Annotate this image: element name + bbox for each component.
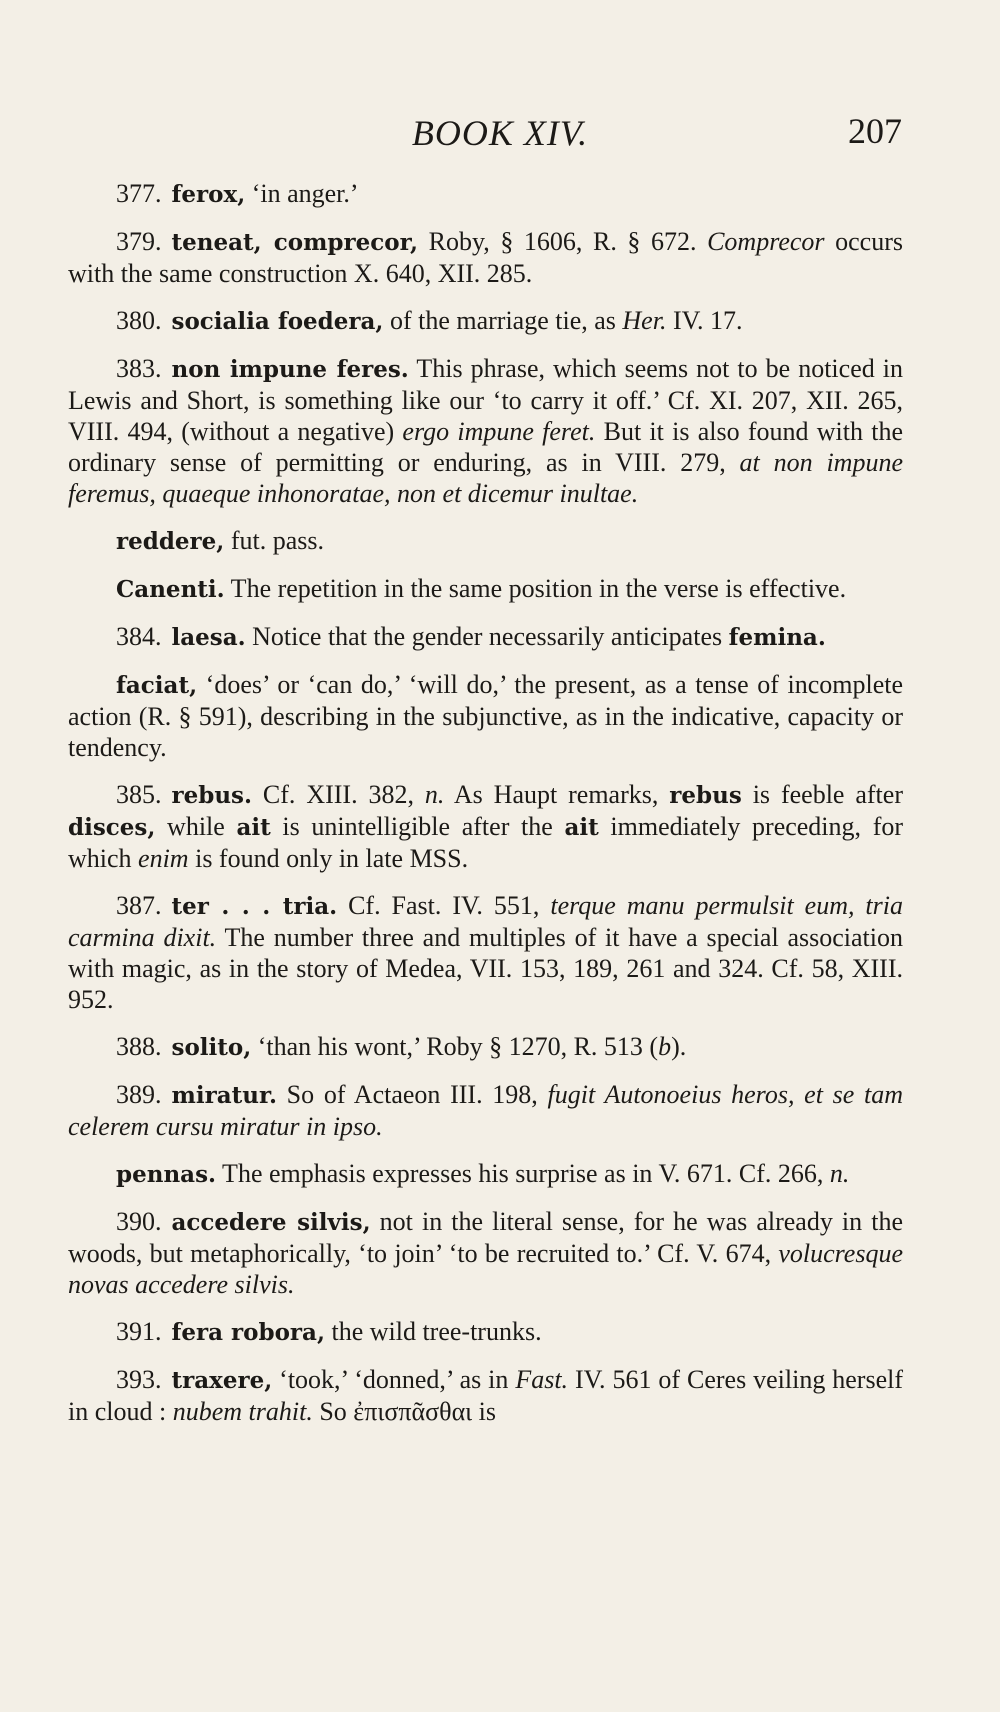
note-388: 388. solito, ‘than his wont,’ Roby § 1270, R. 513 (b). [116, 1032, 687, 1061]
note-390: 390. accedere silvis, not in the literal sense, for he was already in the woods, but metaphorically, ‘to join’ ‘to be recruited to.’ Cf. V. 674, volucresque novas accedere silvis. [68, 1207, 903, 1299]
note-pennas: pennas. The emphasis expresses his surprise as in V. 671. Cf. 266, n. [116, 1159, 850, 1188]
page-number: 207 [848, 111, 902, 151]
note-387: 387. ter . . . tria. Cf. Fast. IV. 551, terque manu permulsit eum, tria carmina dixit. The number three and multiples of it have a special association with magic, as in the story of Medea, VII. 153, 189, 261 and 324. Cf. 58, XIII. 952. [68, 891, 903, 1014]
note-383: 383. non impune feres. This phrase, which seems not to be noticed in Lewis and Short, is something like our ‘to carry it off.’ Cf. XI. 207, XII. 265, VIII. 494, (without a negative) ergo impune feret. But it is also found with the ordinary sense of permitting or enduring, as in VIII. 279, at non impune feremus, quaeque inhonoratae, non et dicemur inultae. [68, 354, 904, 508]
note-377: 377. ferox, ‘in anger.’ [116, 179, 359, 208]
commentary-notes [68, 178, 903, 1443]
note-385: 385. rebus. Cf. XIII. 382, n. As Haupt remarks, rebus is feeble after disces, while ait is unintelligible after the ait immediately preceding, for which enim is found only in late MSS. [68, 780, 904, 873]
note-380: 380. socialia foedera, of the marriage tie, as Her. IV. 17. [116, 306, 743, 335]
note-reddere: reddere, fut. pass. [116, 526, 324, 555]
note-389: 389. miratur. So of Actaeon III. 198, fugit Autonoeius heros, et se tam celerem cursu miratur in ipso. [68, 1080, 904, 1141]
note-393: 393. traxere, ‘took,’ ‘donned,’ as in Fast. IV. 561 of Ceres veiling herself in cloud : nubem trahit. So ἐπισπᾶσθαι is [68, 1365, 904, 1426]
note-391: 391. fera robora, the wild tree-trunks. [116, 1317, 542, 1346]
note-canenti: Canenti. The repetition in the same position in the verse is effective. [116, 574, 847, 603]
note-384: 384. laesa. Notice that the gender necessarily anticipates femina. [116, 622, 826, 651]
note-faciat: faciat, ‘does’ or ‘can do,’ ‘will do,’ the present, as a tense of incomplete action (R. § 591), describing in the subjunctive, as in the indicative, capacity or tendency. [68, 670, 903, 762]
page-header [0, 112, 1000, 160]
note-379: 379. teneat, comprecor, Roby, § 1606, R. § 672. Comprecor occurs with the same construction X. 640, XII. 285. [68, 227, 903, 288]
running-head: BOOK XIV. [411, 113, 589, 153]
